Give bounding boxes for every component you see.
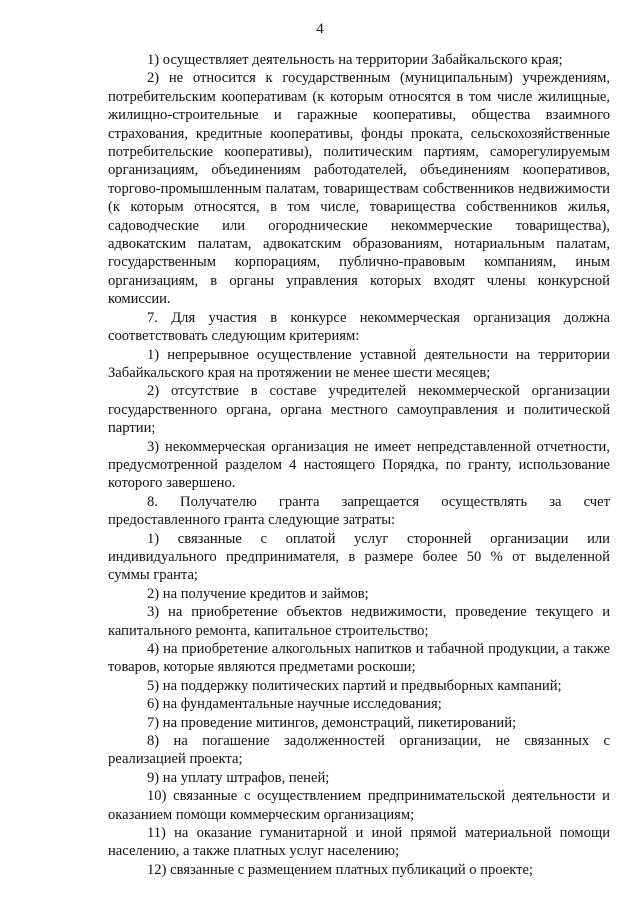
paragraph-section-8-item-10: 10) связанные с осуществлением предпринимательской деятельности и оказанием помощи коммерческим организациям; [108,788,610,823]
paragraph-criterion-1: 1) осуществляет деятельность на территории Забайкальского края; [147,52,563,68]
page-number: 4 [316,21,324,37]
paragraph-section-8-item-11: 11) на оказание гуманитарной и иной прямой материальной помощи населению, а также платных услуг населению; [108,825,610,860]
paragraph-section-8-item-12: 12) связанные с размещением платных публикаций о проекте; [147,861,534,878]
paragraph-section-7-item-1: 1) непрерывное осуществление уставной деятельности на территории Забайкальского края на протяжении не менее шести месяцев; [108,346,610,381]
paragraph-section-8-item-2: 2) на получение кредитов и займов; [147,585,369,602]
paragraph-section-8: 8. Получателю гранта запрещается осуществлять за счет предоставленного гранта следующие затраты: [108,493,610,529]
paragraph-section-8-item-7: 7) на проведение митингов, демонстраций, пикетирований; [147,714,517,731]
paragraph-section-7-item-2: 2) отсутствие в составе учредителей некоммерческой организации государственного органа, органа местного самоуправления и политической партии; [108,383,610,437]
paragraph-section-8-item-1: 1) связанные с оплатой услуг сторонней организации или индивидуального предпринимателя, в размере более 50 % от выделенной суммы гранта; [108,530,610,584]
paragraph-section-8-item-8: 8) на погашение задолженностей организации, не связанных с реализацией проекта; [108,733,610,768]
paragraph-section-8-item-6: 6) на фундаментальные научные исследования; [147,696,442,713]
paragraph-section-8-item-3: 3) на приобретение объектов недвижимости, проведение текущего и капитального ремонта, капитальное строительство; [108,604,610,639]
paragraph-section-8-item-5: 5) на поддержку политических партий и предвыборных кампаний; [147,677,562,694]
paragraph-section-7-item-3: 3) некоммерческая организация не имеет непредставленной отчетности, предусмотренной разделом 4 настоящего Порядка, по гранту, использование которого завершено. [108,438,610,492]
document-body [108,51,610,879]
paragraph-criterion-2: 2) не относится к государственным (муниципальным) учреждениям, потребительским кооперативам (к которым относятся в том числе жилищные, жилищно-строительные и гаражные кооперативы, общества взаимного страхования, кредитные кооперативы, фонды проката, сельскохозяйственные потребительские кооперативы), политическим партиям, саморегулируемым организациям, объединениям работодателей, объединениям кооперативов, торгово-промышленным палатам, товариществам собственников недвижимости (к которым относятся, в том числе, товарищества собственников жилья, садоводческие или огороднические некоммерческие товарищества), адвокатским палатам, адвокатским образованиям, нотариальным палатам, государственным корпорациям, публично-правовым компаниям, иным организациям, в органы управления которых входят члены конкурсной комиссии. [108,70,610,308]
paragraph-section-7: 7. Для участия в конкурсе некоммерческая организация должна соответствовать следующим критериям: [108,309,610,345]
paragraph-section-8-item-4: 4) на приобретение алкогольных напитков и табачной продукции, а также товаров, которые являются предметами роскоши; [108,641,610,676]
paragraph-section-8-item-9: 9) на уплату штрафов, пеней; [147,769,330,786]
